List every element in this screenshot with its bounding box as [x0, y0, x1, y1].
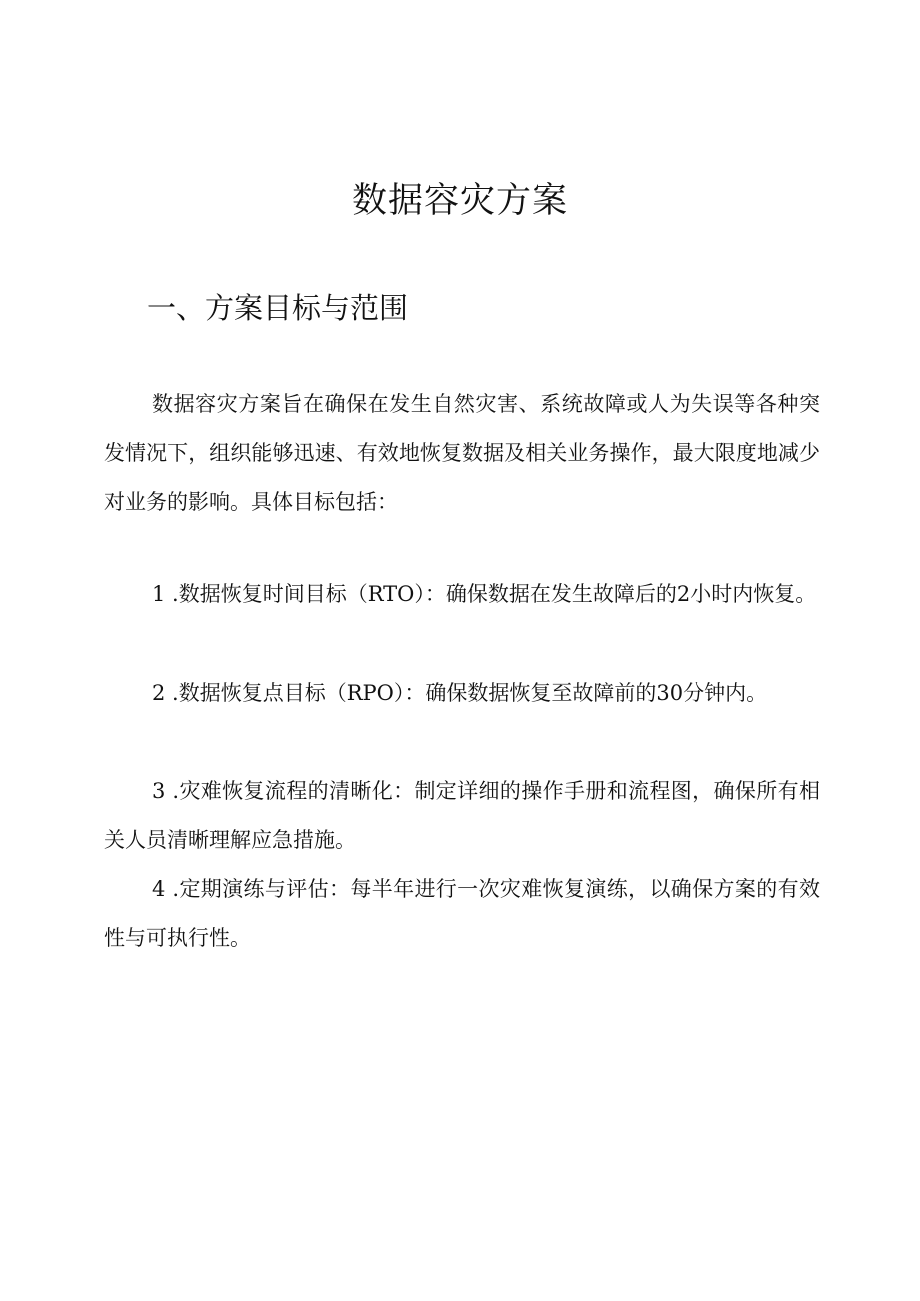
goal-item-process: 3 .灾难恢复流程的清晰化：制定详细的操作手册和流程图，确保所有相关人员清晰理解应急措施。 [104, 779, 820, 852]
section-heading: 一、方案目标与范围 [147, 291, 409, 325]
goal-item-rpo: 2 .数据恢复点目标（RPO）：确保数据恢复至故障前的30分钟内。 [152, 681, 768, 705]
goal-item-drill: 4 .定期演练与评估：每半年进行一次灾难恢复演练，以确保方案的有效性与可执行性。 [104, 877, 820, 950]
goal-item-rto: 1 .数据恢复时间目标（RTO）：确保数据在发生故障后的2小时内恢复。 [152, 582, 817, 606]
document-title: 数据容灾方案 [351, 181, 568, 221]
intro-paragraph: 数据容灾方案旨在确保在发生自然灾害、系统故障或人为失误等各种突发情况下，组织能够迅速、有效地恢复数据及相关业务操作，最大限度地减少对业务的影响。具体目标包括： [104, 392, 820, 514]
